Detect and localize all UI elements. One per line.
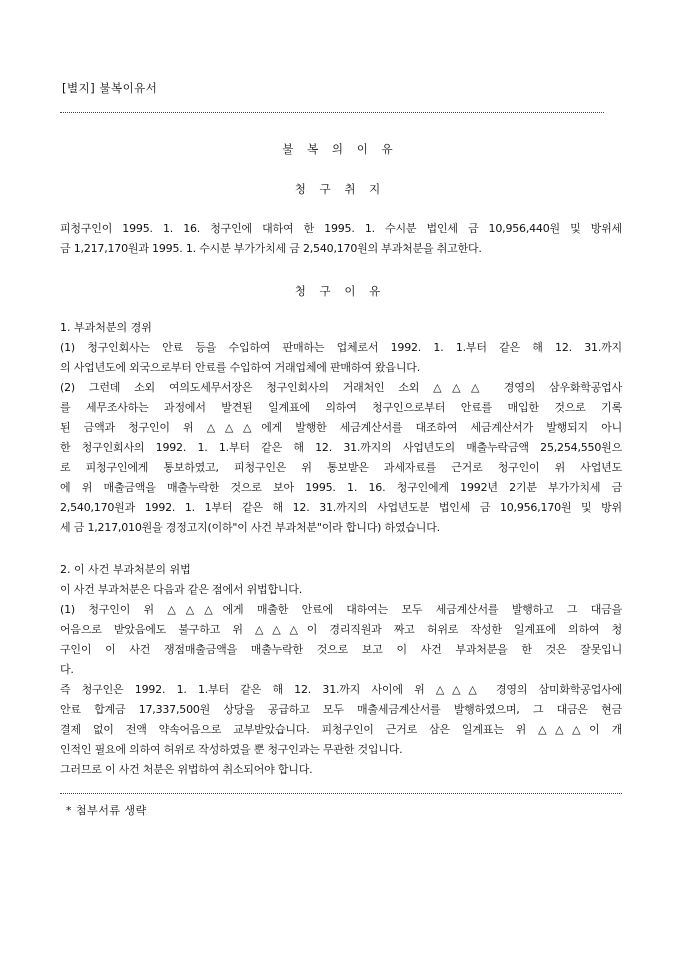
text-line: 즉 청구인은 1992. 1. 1.부터 같은 해 12. 31.까지 사이에 위 △△△ 경영의 삼미화학공업사에 <box>60 683 622 696</box>
text-line: 된 금액과 청구인이 위 △△△에게 발행한 세금계산서를 대조하여 세금계산서가 발행되지 아니 <box>60 421 622 434</box>
claim-purpose-paragraph <box>60 219 622 259</box>
text-line: 이 사건 부과처분은 다음과 같은 점에서 위법합니다. <box>60 583 303 596</box>
text-line: (1) 청구인회사는 안료 등을 수입하여 판매하는 업체로서 1992. 1. 1.부터 같은 해 12. 31.까지 <box>60 341 622 354</box>
section-2-title: 2. 이 사건 부과처분의 위법 <box>60 563 191 576</box>
text-line: 금 1,217,170원과 1995. 1. 수시분 부가가치세 금 2,540,170원의 부과처분을 취고한다. <box>60 242 482 255</box>
section-2-conclusion <box>60 760 622 780</box>
text-line: 를 세무조사하는 과정에서 발견된 일계표에 의하여 청구인으로부터 안료를 매입한 것으로 기록 <box>60 401 622 414</box>
text-line: 안료 합계금 17,337,500원 상당을 공급하고 모두 매출세금계산서를 발행하였으며, 그 대금은 현금 <box>60 703 622 716</box>
section-1-title: 1. 부과처분의 경위 <box>60 321 152 334</box>
text-line: 세 금 1,217,010원을 경정고지(이하"이 사건 부과처분"이라 합니다) 하였습니다. <box>60 521 440 534</box>
text-line: 다. <box>60 663 74 676</box>
claim-reasons-heading: 청 구 이 유 <box>294 284 386 298</box>
text-line: 어음으로 받았음에도 불구하고 위 △△△이 경리직원과 짜고 허위로 작성한 일계표에 의하여 청 <box>60 623 622 636</box>
text-line: 에 위 매출금액을 매출누락한 것으로 보아 1995. 1. 16. 청구인에게 1992년 2기분 부가가치세 금 <box>60 481 622 494</box>
text-line: 의 사업년도에 외국으로부터 안료를 수입하여 거래업체에 판매하여 왔읍니다. <box>60 361 421 374</box>
attachments-omitted-note: * 첨부서류 생략 <box>66 804 147 817</box>
text-line: 인적인 필요에 의하여 허위로 작성하였을 뿐 청구인과는 무관한 것입니다. <box>60 743 403 756</box>
text-line: 그러므로 이 사건 처분은 위법하여 취소되어야 합니다. <box>60 763 313 776</box>
section-2-paragraph-2 <box>60 680 622 760</box>
text-line: 결제 없이 전액 약속어음으로 교부받았습니다. 피청구인이 근거로 삼은 일계표는 위 △△△이 개 <box>60 723 622 736</box>
text-line: 피청구인이 1995. 1. 16. 청구인에 대하여 한 1995. 1. 수시분 법인세 금 10,956,440원 및 방위세 <box>60 222 622 235</box>
text-line: (2) 그런데 소외 여의도세무서장은 청구인회사의 거래처인 소외 △△△ 경영의 삼우화학공업사 <box>60 381 622 394</box>
bottom-dotted-divider <box>60 793 622 794</box>
text-line: 2,540,170원과 1992. 1. 1부터 같은 해 12. 31.까지의 사업년도분 법인세 금 10,956,170원 및 방위 <box>60 501 622 514</box>
top-dotted-divider <box>60 112 604 113</box>
text-line: 구인이 이 사건 쟁점매출금액을 매출누락한 것으로 보고 이 사건 부과처분을 한 것은 잘못입니 <box>60 643 622 656</box>
text-line: 한 청구인회사의 1992. 1. 1.부터 같은 해 12. 31.까지의 사업년도의 매출누락금액 25,254,550원으 <box>60 441 622 454</box>
attachment-label: [별지] 불복이유서 <box>62 81 158 95</box>
claim-purpose-heading: 청 구 취 지 <box>294 182 386 196</box>
text-line: 로 피청구인에게 통보하였고, 피청구인은 위 통보받은 과세자료를 근거로 청구인이 위 사업년도 <box>60 461 622 474</box>
section-2-intro <box>60 580 622 600</box>
section-1-paragraph-2 <box>60 378 622 538</box>
text-line: (1) 청구인이 위 △△△에게 매출한 안료에 대하여는 모두 세금계산서를 발행하고 그 대금을 <box>60 603 622 616</box>
section-1-paragraph-1 <box>60 338 622 378</box>
section-2-paragraph-1 <box>60 600 622 680</box>
document-title: 불 복 의 이 유 <box>282 142 398 156</box>
